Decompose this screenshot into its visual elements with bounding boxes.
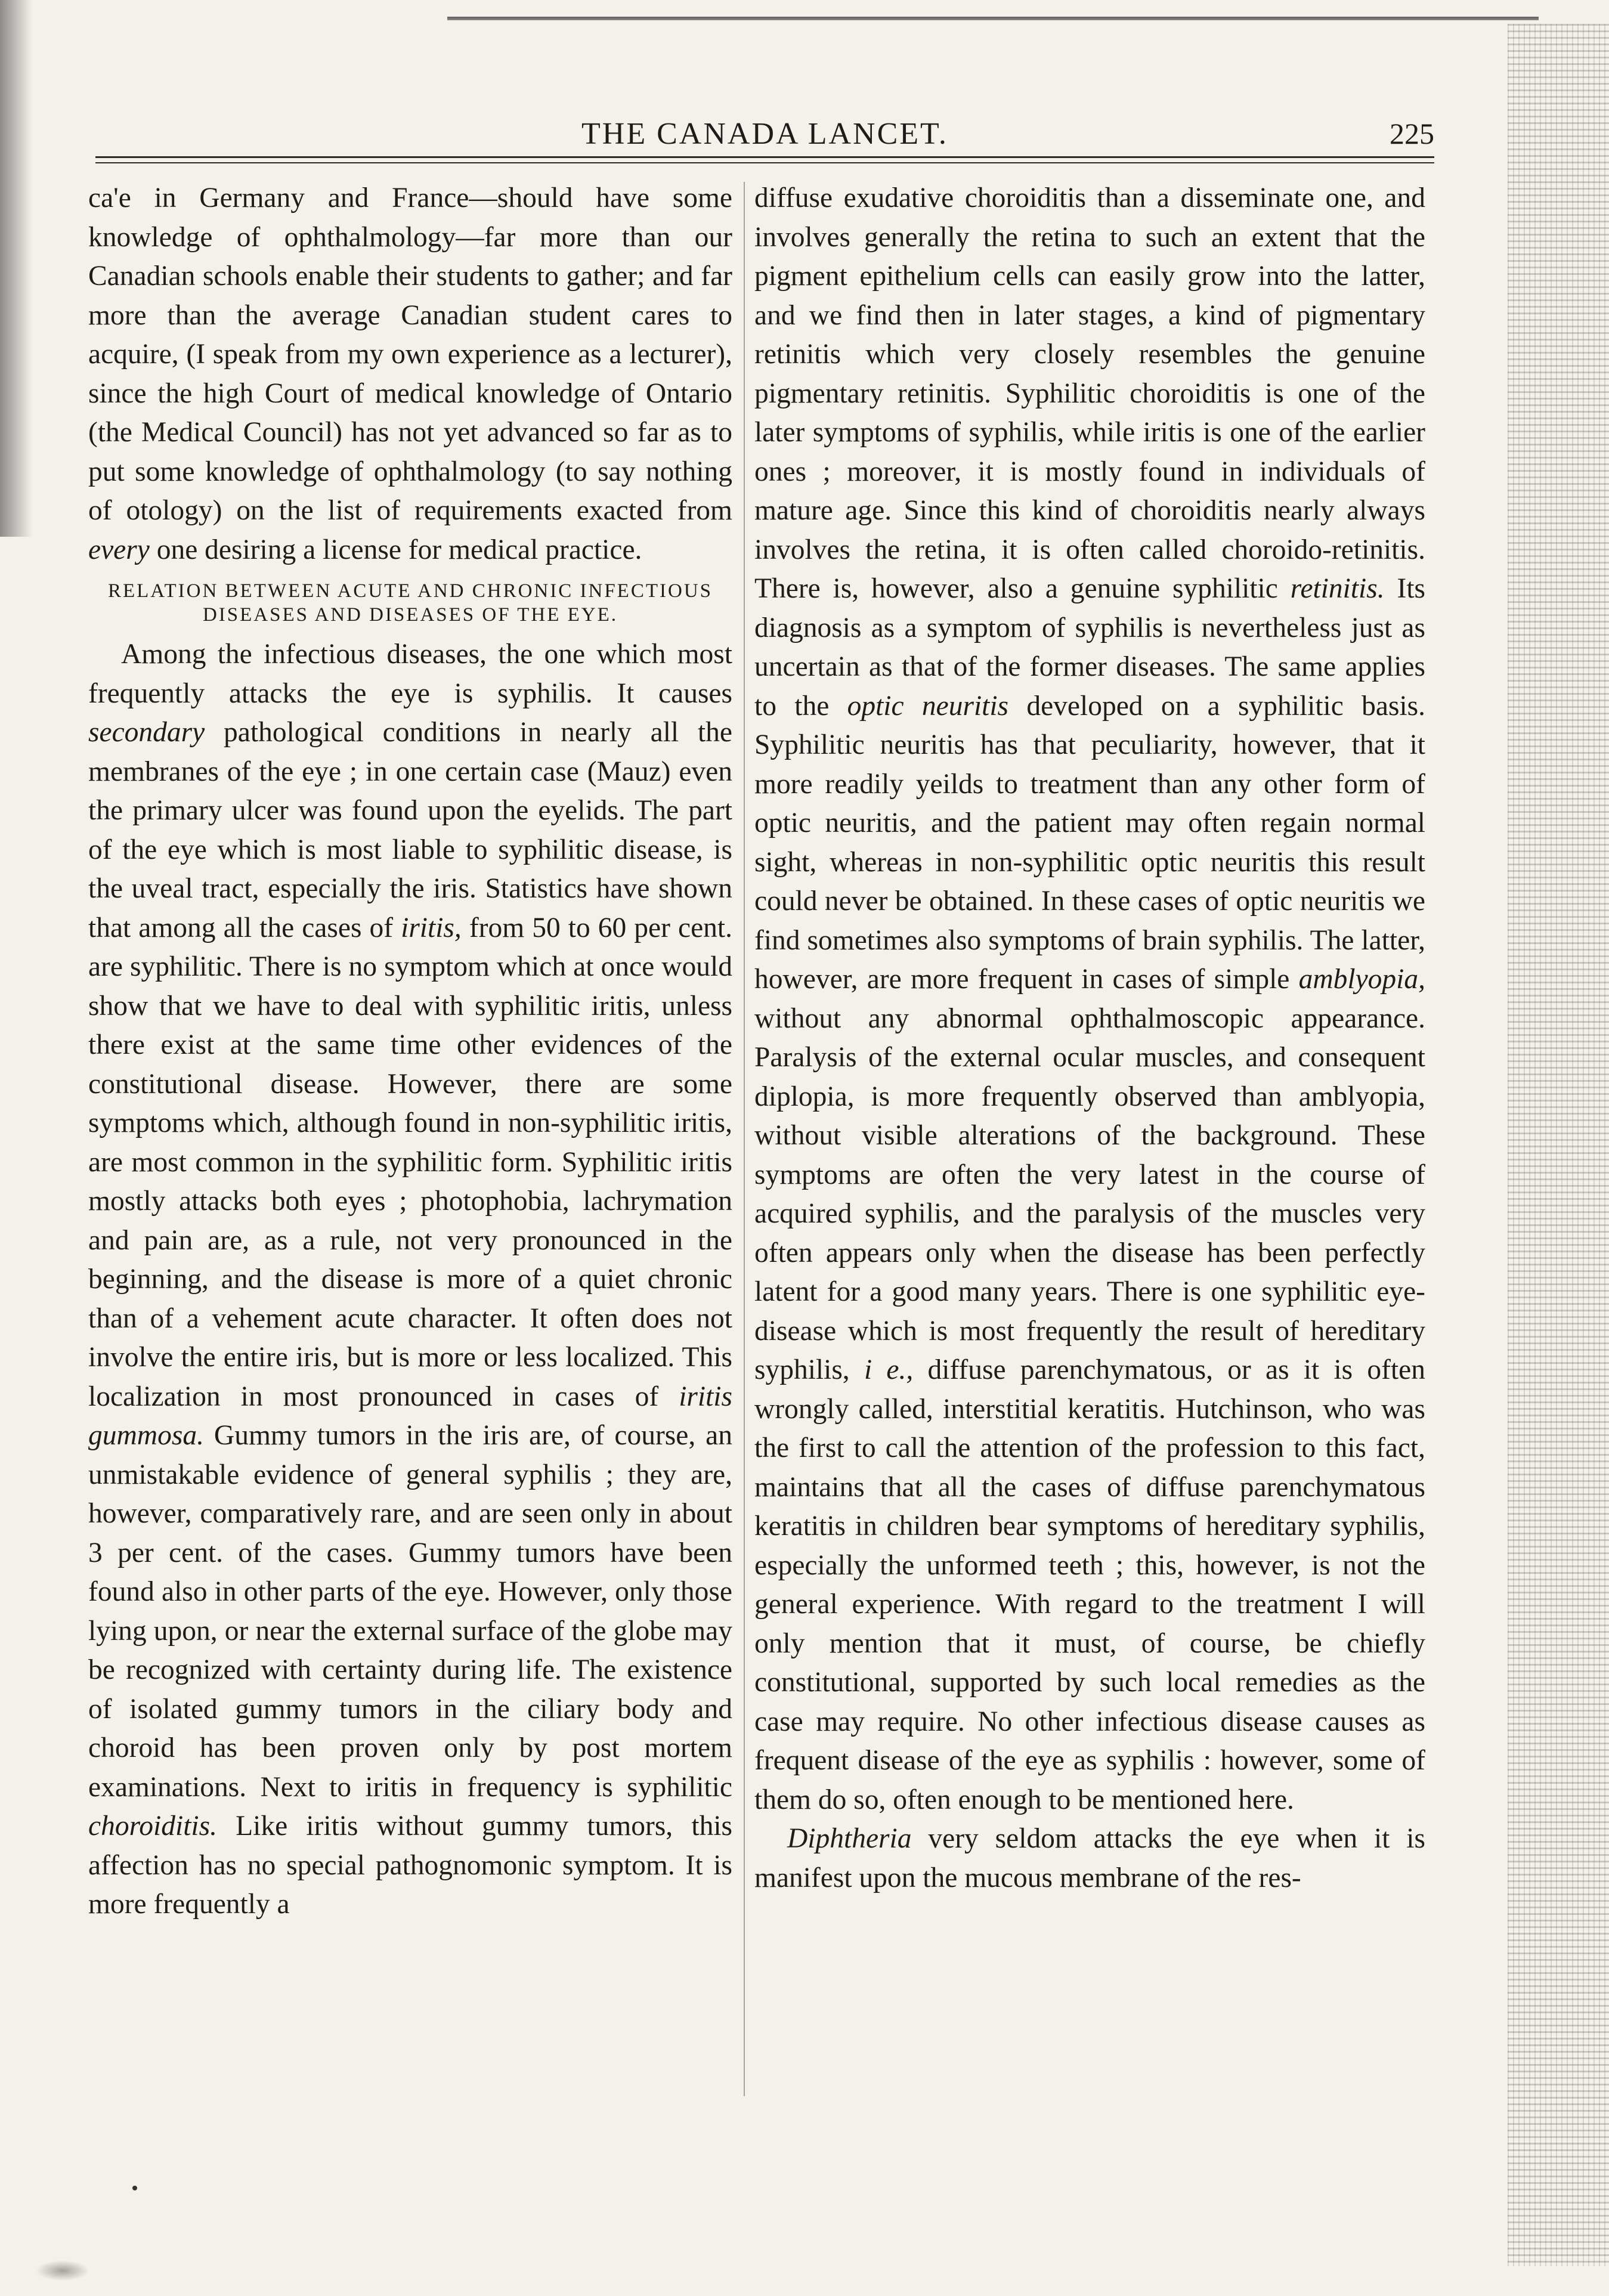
right-column bbox=[754, 179, 1425, 1898]
header-rule-thin bbox=[95, 162, 1434, 163]
paragraph: Diphtheria very seldom attacks the eye when it is manifest upon the mucous membrane of the res- bbox=[754, 1823, 1425, 1893]
column-divider bbox=[744, 182, 745, 2096]
page-number: 225 bbox=[1390, 117, 1434, 150]
paragraph: Among the infectious diseases, the one which most frequently attacks the eye is syphilis. It causes secondary pathological conditions in nearly all the membranes of the eye ; in one certain case (Mauz) even the primary ulcer was found upon the eyelids. The part of the eye which is most liable to syphilitic disease, is the uveal tract, especially the iris. Statistics have shown that among all the cases of iritis, from 50 to 60 per cent. are syphilitic. There is no symptom which at once would show that we have to deal with syphilitic iritis, unless there exist at the same time other evidences of the constitutional disease. However, there are some symptoms which, although found in non-syphilitic iritis, are most common in the syphilitic form. Syphilitic iritis mostly attacks both eyes ; photophobia, lachrymation and pain are, as a rule, not very pronounced in the beginning, and the disease is more of a quiet chronic than of a vehement acute character. It often does not involve the entire iris, but is more or less localized. This localization in most pronounced in cases of iritis gummosa. Gummy tumors in the iris are, of course, an unmistakable evidence of general syphilis ; they are, however, comparatively rare, and are seen only in about 3 per cent. of the cases. Gummy tumors have been found also in other parts of the eye. However, only those lying upon, or near the external surface of the globe may be recognized with certainty during life. The existence of isolated gummy tumors in the ciliary body and choroid has been proven only by post mortem examinations. Next to iritis in frequency is syphilitic choroiditis. Like iritis without gummy tumors, this affection has no special pathognomonic symptom. It is more frequently a bbox=[88, 639, 732, 1920]
paragraph: diffuse exudative choroiditis than a disseminate one, and involves generally the retina to such an extent that the pigment epithelium cells can easily grow into the latter, and we find then in later stages, a kind of pigmentary retinitis which very closely resembles the genuine pigmentary retinitis. Syphilitic choroiditis is one of the later symptoms of syphilis, while iritis is one of the earlier ones ; moreover, it is mostly found in individuals of mature age. Since this kind of choroiditis nearly always involves the retina, it is often called choroido-retinitis. There is, however, also a genuine syphilitic retinitis. Its diagnosis as a symptom of syphilis is nevertheless just as uncertain as that of the former diseases. The same applies to the optic neuritis developed on a syphilitic basis. Syphilitic neuritis has that peculiarity, however, that it more readily yeilds to treatment than any other form of optic neuritis, and the patient may often regain normal sight, whereas in non-syphilitic optic neuritis this result could never be obtained. In these cases of optic neuritis we find sometimes also symptoms of brain syphilis. The latter, however, are more frequent in cases of simple amblyopia, without any abnormal ophthalmoscopic appearance. Paralysis of the external ocular muscles, and consequent diplopia, is more frequently observed than amblyopia, without visible alterations of the background. These symptoms are often the very latest in the course of acquired syphilis, and the paralysis of the muscles very often appears only when the disease has been perfectly latent for a good many years. There is one syphilitic eye-disease which is most frequently the result of hereditary syphilis, i e., diffuse parenchymatous, or as it is often wrongly called, interstitial keratitis. Hutchinson, who was the first to call the attention of the profession to this fact, maintains that all the cases of diffuse parenchymatous keratitis in children bear symptoms of hereditary syphilis, especially the unformed teeth ; this, however, is not the general experience. With regard to the treatment I will only mention that it must, of course, be chiefly constitutional, supported by such local remedies as the case may require. No other infectious disease causes as frequent disease of the eye as syphilis : however, some of them do so, often enough to be mentioned here. bbox=[754, 182, 1426, 1815]
scan-top-edge bbox=[447, 17, 1539, 20]
page-edge-speckle bbox=[1508, 24, 1609, 2266]
paragraph: ca'e in Germany and France—should have some knowledge of ophthalmology—far more than our Canadian schools enable their students to gather; and far more than the average Canadian student cares to acquire, (I speak from my own experience as a lecturer), since the high Court of medical knowledge of Ontario (the Medical Council) has not yet advanced so far as to put some knowledge of ophthalmology (to say nothing of otology) on the list of requirements exacted from every one desiring a license for medical practice. bbox=[88, 182, 732, 565]
corner-smudge bbox=[36, 2260, 89, 2281]
running-header bbox=[95, 110, 1434, 158]
left-column bbox=[88, 179, 732, 1924]
binding-shadow bbox=[0, 0, 36, 537]
stray-mark bbox=[132, 2186, 137, 2190]
journal-title: THE CANADA LANCET. bbox=[581, 117, 948, 151]
section-heading: RELATION BETWEEN ACUTE AND CHRONIC INFECTIOUS DISEASES AND DISEASES OF THE EYE. bbox=[107, 580, 713, 626]
header-rule bbox=[95, 156, 1434, 158]
